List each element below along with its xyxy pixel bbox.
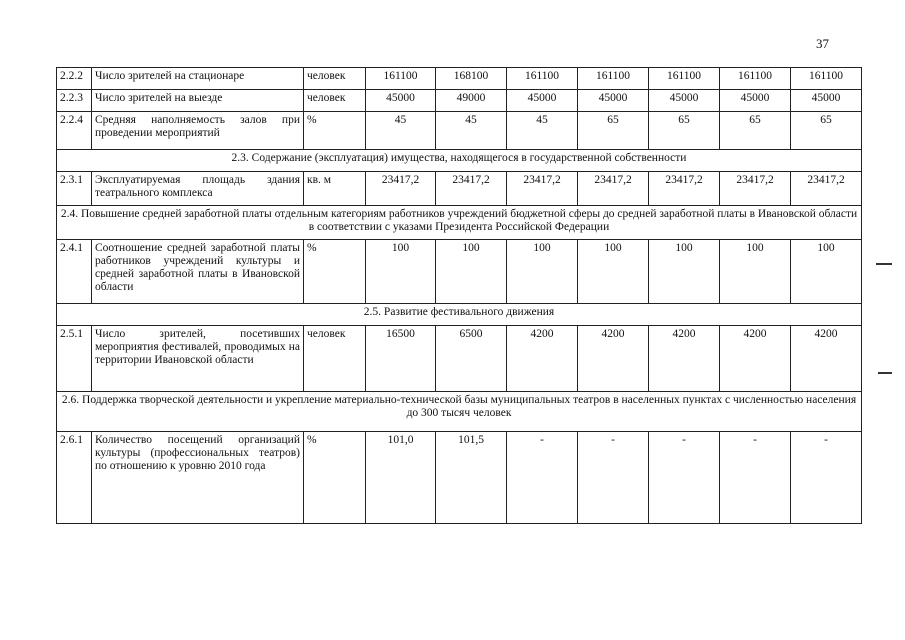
row-id: 2.4.1	[57, 240, 92, 304]
row-name: Число зрителей, посетивших мероприятия фестивалей, проводимых на территории Ивановской области	[92, 326, 304, 392]
row-unit: %	[304, 432, 366, 524]
row-name: Соотношение средней заработной платы работников учреждений культуры и средней заработной платы в Ивановской области	[92, 240, 304, 304]
row-unit: %	[304, 240, 366, 304]
scan-mark	[876, 263, 892, 265]
table-row	[57, 326, 862, 392]
row-value: 168100	[436, 68, 507, 90]
row-value: 23417,2	[366, 172, 436, 206]
row-value: 23417,2	[791, 172, 862, 206]
row-value: 100	[366, 240, 436, 304]
row-value: -	[507, 432, 578, 524]
row-unit: кв. м	[304, 172, 366, 206]
row-value: 6500	[436, 326, 507, 392]
row-value: 100	[507, 240, 578, 304]
row-id: 2.3.1	[57, 172, 92, 206]
row-unit: человек	[304, 68, 366, 90]
row-value: 65	[578, 112, 649, 150]
table-row	[57, 90, 862, 112]
row-value: 4200	[507, 326, 578, 392]
row-name: Число зрителей на стационаре	[92, 68, 304, 90]
row-value: 23417,2	[578, 172, 649, 206]
row-unit: человек	[304, 90, 366, 112]
row-value: -	[578, 432, 649, 524]
row-value: 101,0	[366, 432, 436, 524]
row-value: 45000	[720, 90, 791, 112]
indicators-table	[56, 67, 862, 524]
row-value: 4200	[578, 326, 649, 392]
row-value: 65	[791, 112, 862, 150]
row-value: 49000	[436, 90, 507, 112]
row-id: 2.2.3	[57, 90, 92, 112]
row-value: 45000	[507, 90, 578, 112]
row-value: 45000	[578, 90, 649, 112]
table-row	[57, 68, 862, 90]
row-value: 65	[720, 112, 791, 150]
section-title: 2.6. Поддержка творческой деятельности и укрепление материально-технической базы муниципальных театров в населенных пунктах с численностью населения до 300 тысяч человек	[57, 392, 862, 432]
row-value: 161100	[578, 68, 649, 90]
section-title: 2.4. Повышение средней заработной платы отдельным категориям работников учреждений бюджетной сферы до средней заработной платы в Ивановской области в соответствии с указами Президента Российской Федерации	[57, 206, 862, 240]
row-value: -	[649, 432, 720, 524]
row-value: 101,5	[436, 432, 507, 524]
row-value: 16500	[366, 326, 436, 392]
row-value: 100	[436, 240, 507, 304]
row-name: Количество посещений организаций культуры (профессиональных театров) по отношению к уровню 2010 года	[92, 432, 304, 524]
row-value: 45000	[366, 90, 436, 112]
section-title: 2.3. Содержание (эксплуатация) имущества, находящегося в государственной собственности	[57, 150, 862, 172]
row-value: 45	[507, 112, 578, 150]
row-name: Число зрителей на выезде	[92, 90, 304, 112]
table-row	[57, 240, 862, 304]
row-value: 45	[366, 112, 436, 150]
row-value: 161100	[720, 68, 791, 90]
table-body	[57, 68, 862, 524]
row-name: Средняя наполняемость залов при проведении мероприятий	[92, 112, 304, 150]
row-value: -	[720, 432, 791, 524]
row-value: 23417,2	[507, 172, 578, 206]
row-value: 100	[578, 240, 649, 304]
row-value: 161100	[649, 68, 720, 90]
section-header-row	[57, 150, 862, 172]
row-value: 4200	[649, 326, 720, 392]
row-value: 100	[649, 240, 720, 304]
row-value: 4200	[720, 326, 791, 392]
row-unit: человек	[304, 326, 366, 392]
row-name: Эксплуатируемая площадь здания театрального комплекса	[92, 172, 304, 206]
row-id: 2.5.1	[57, 326, 92, 392]
row-id: 2.2.2	[57, 68, 92, 90]
row-value: 65	[649, 112, 720, 150]
row-id: 2.2.4	[57, 112, 92, 150]
row-unit: %	[304, 112, 366, 150]
row-value: 161100	[507, 68, 578, 90]
section-header-row	[57, 392, 862, 432]
row-id: 2.6.1	[57, 432, 92, 524]
row-value: -	[791, 432, 862, 524]
row-value: 23417,2	[436, 172, 507, 206]
row-value: 23417,2	[649, 172, 720, 206]
table-row	[57, 172, 862, 206]
row-value: 161100	[791, 68, 862, 90]
row-value: 45000	[791, 90, 862, 112]
table-row	[57, 432, 862, 524]
section-header-row	[57, 304, 862, 326]
row-value: 45000	[649, 90, 720, 112]
row-value: 100	[720, 240, 791, 304]
row-value: 45	[436, 112, 507, 150]
scan-mark	[878, 372, 892, 374]
table-row	[57, 112, 862, 150]
row-value: 4200	[791, 326, 862, 392]
row-value: 23417,2	[720, 172, 791, 206]
row-value: 161100	[366, 68, 436, 90]
section-header-row	[57, 206, 862, 240]
page-number: 37	[816, 36, 829, 51]
section-title: 2.5. Развитие фестивального движения	[57, 304, 862, 326]
row-value: 100	[791, 240, 862, 304]
